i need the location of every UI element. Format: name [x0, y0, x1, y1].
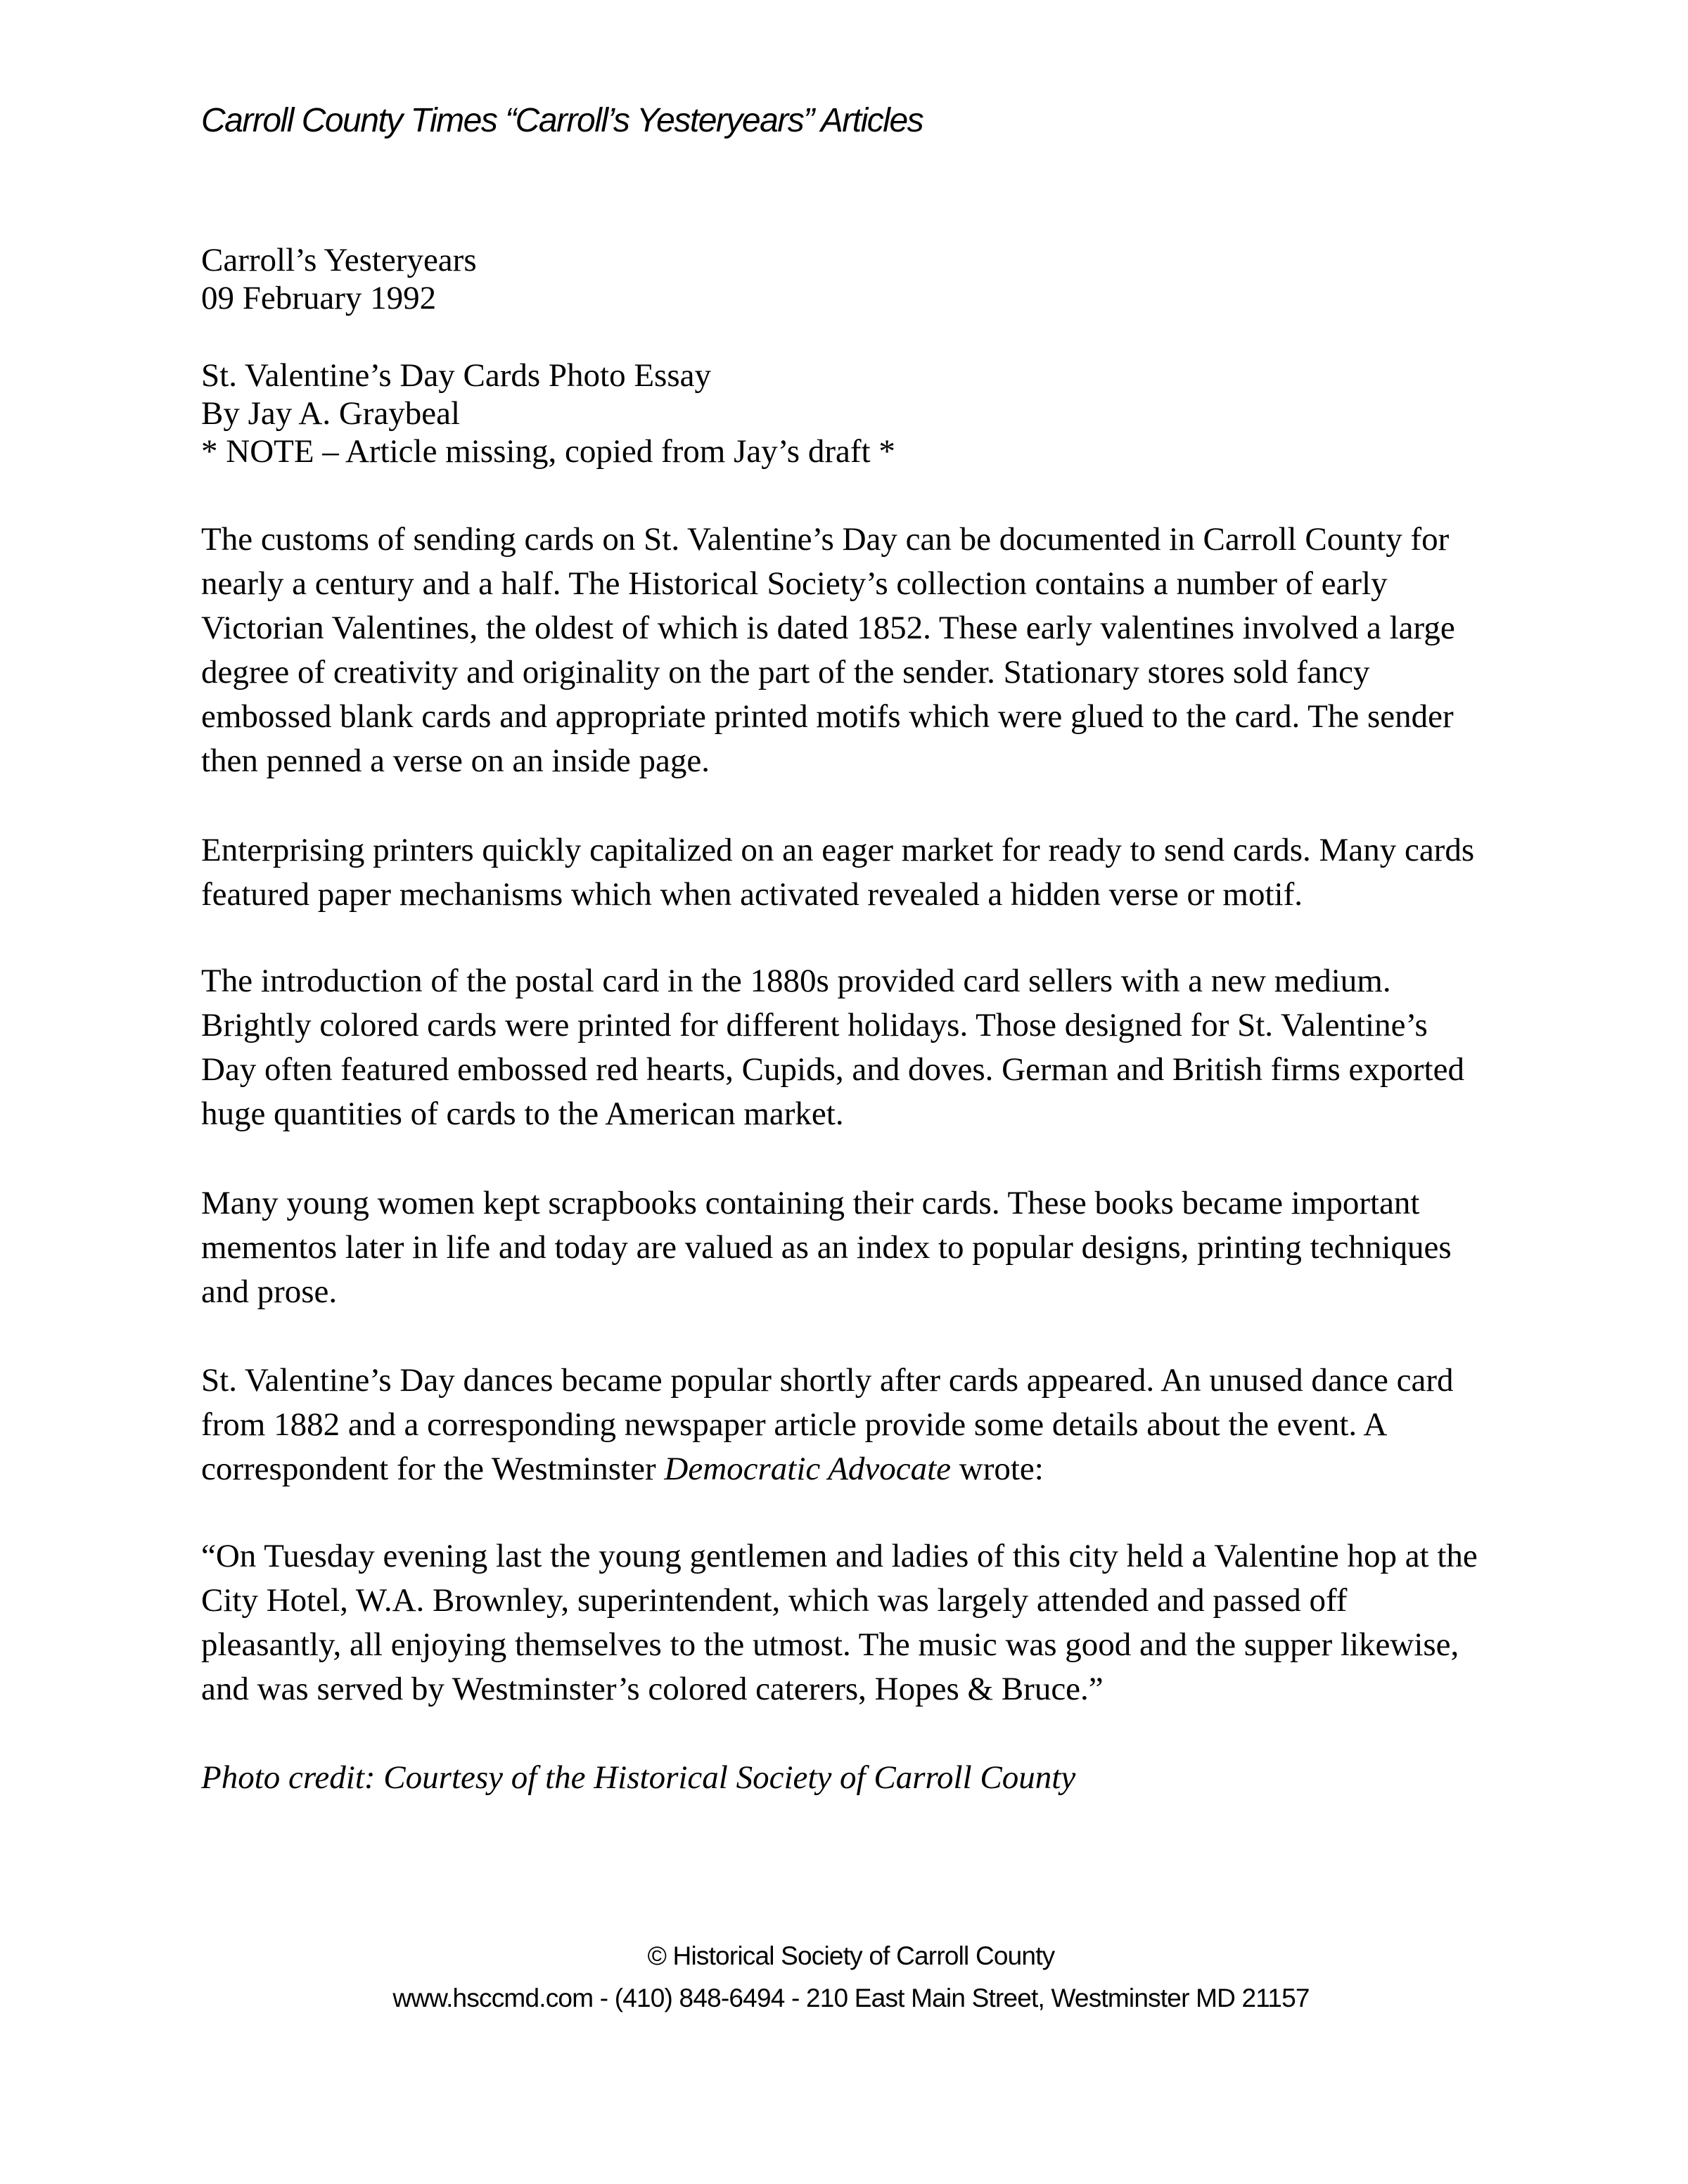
text-line: The introduction of the postal card in the 1880s provided card sellers with a new medium. [201, 963, 1391, 999]
article-byline: By Jay A. Graybeal [201, 395, 461, 432]
text-segment: correspondent for the Westminster [201, 1451, 665, 1487]
text-line: and was served by Westminster’s colored caterers, Hopes & Bruce.” [201, 1671, 1104, 1707]
newspaper-name: Democratic Advocate [664, 1451, 952, 1487]
text-line: The customs of sending cards on St. Valentine’s Day can be documented in Carroll County for [201, 521, 1450, 558]
text-line: pleasantly, all enjoying themselves to the utmost. The music was good and the supper likewise, [201, 1626, 1459, 1663]
text-line: City Hotel, W.A. Brownley, superintendent, which was largely attended and passed off [201, 1582, 1348, 1619]
series-name: Carroll’s Yesteryears [201, 242, 477, 278]
text-line: mementos later in life and today are valued as an index to popular designs, printing techniques [201, 1229, 1452, 1266]
text-line: Victorian Valentines, the oldest of which is dated 1852. These early valentines involved a large [201, 610, 1455, 646]
article-note: * NOTE – Article missing, copied from Jay’s draft * [201, 433, 895, 470]
text-line: featured paper mechanisms which when activated revealed a hidden verse or motif. [201, 876, 1303, 913]
text-line: Many young women kept scrapbooks containing their cards. These books became important [201, 1185, 1420, 1221]
text-line: then penned a verse on an inside page. [201, 743, 710, 779]
paragraph-2 [201, 828, 1474, 917]
quotation [201, 1534, 1478, 1711]
text-line: huge quantities of cards to the American market. [201, 1096, 844, 1132]
text-line: “On Tuesday evening last the young gentlemen and ladies of this city held a Valentine hop at the [201, 1538, 1478, 1574]
text-segment: wrote: [951, 1451, 1044, 1487]
text-line: from 1882 and a corresponding newspaper article provide some details about the event. A [201, 1406, 1388, 1443]
text-line: Enterprising printers quickly capitalized on an eager market for ready to send cards. Many cards [201, 832, 1475, 868]
footer-contact: www.hsccmd.com - (410) 848-6494 - 210 East Main Street, Westminster MD 21157 [392, 1984, 1310, 2012]
article-title: St. Valentine’s Day Cards Photo Essay [201, 357, 711, 394]
page-header-title: Carroll County Times “Carroll’s Yesteryears” Articles [201, 102, 923, 139]
text-line: degree of creativity and originality on the part of the sender. Stationary stores sold fancy [201, 654, 1370, 690]
article-meta [201, 241, 477, 317]
paragraph-4 [201, 1181, 1452, 1314]
article-heading [201, 356, 895, 470]
text-line: nearly a century and a half. The Historical Society’s collection contains a number of early [201, 565, 1388, 602]
text-line: embossed blank cards and appropriate printed motifs which were glued to the card. The sender [201, 698, 1454, 735]
photo-credit: Photo credit: Courtesy of the Historical Society of Carroll County [201, 1759, 1076, 1796]
footer-copyright: © Historical Society of Carroll County [647, 1941, 1055, 1970]
text-line: and prose. [201, 1273, 338, 1310]
text-line [201, 1447, 1454, 1491]
text-line: Day often featured embossed red hearts, Cupids, and doves. German and British firms exported [201, 1051, 1464, 1088]
article-date: 09 February 1992 [201, 280, 437, 316]
paragraph-1 [201, 518, 1455, 783]
text-line: Brightly colored cards were printed for different holidays. Those designed for St. Valentine’s [201, 1007, 1428, 1043]
paragraph-5 [201, 1358, 1454, 1491]
text-line: St. Valentine’s Day dances became popular shortly after cards appeared. An unused dance card [201, 1362, 1454, 1399]
paragraph-3 [201, 959, 1464, 1136]
